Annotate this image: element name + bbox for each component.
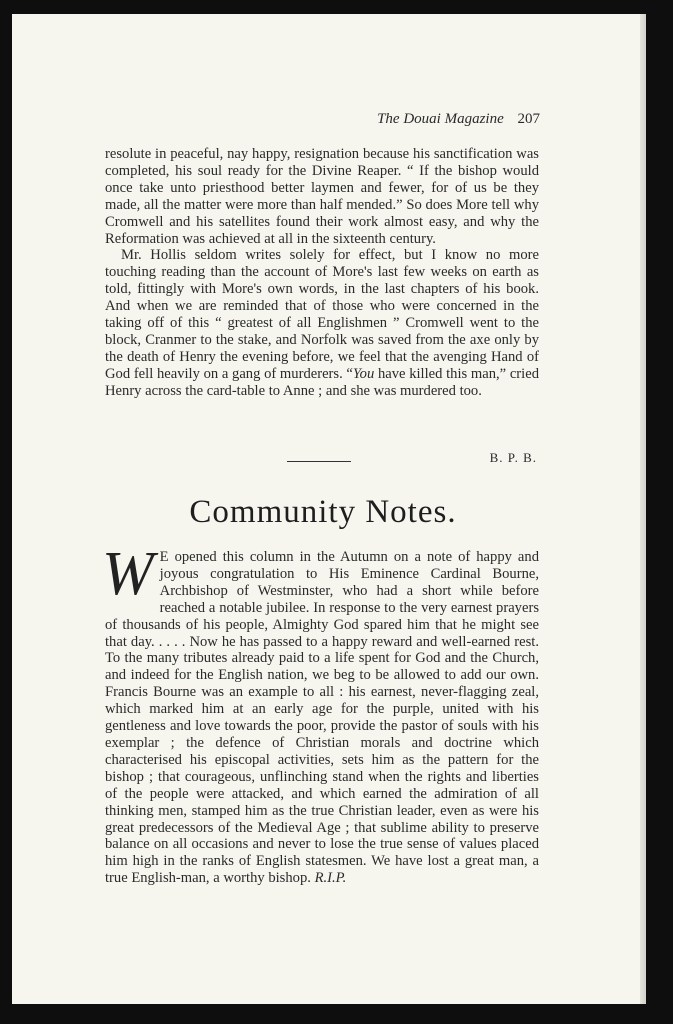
page-edge xyxy=(640,14,646,1004)
article-conclusion xyxy=(105,146,539,400)
magazine-title: The Douai Magazine xyxy=(377,111,504,127)
text-run: Mr. Hollis seldom writes solely for effect, but I know no more touching reading than the account of More's last few weeks on earth as told, fittingly with More's own words, in the last chapters of his book. And when we are reminded that of those who were concerned in the taking off of this “ greatest of all Englishmen ” Cromwell went to the block, Cranmer to the stake, and Norfolk was saved from the axe only by the death of Henry the evening before, we feel that the avenging Hand of God fell heavily on a gang of murderers. “ xyxy=(105,247,539,382)
page-number: 207 xyxy=(517,111,540,127)
section-rule xyxy=(287,461,351,462)
article-signoff xyxy=(105,450,539,468)
author-initials: B. P. B. xyxy=(489,450,537,465)
section-heading: Community Notes. xyxy=(189,494,457,530)
paragraph: resolute in peaceful, nay happy, resignation because his sanctification was completed, his soul ready for the Divine Reaper. “ If the bishop would once take unto priesthood better laymen and fewer, for of us be they made, all the matter were more than half mended.” So does More tell why Cromwell and his satellites found their work almost easy, and why the Reformation was achieved at all in the sixteenth century. xyxy=(105,146,539,247)
emphasis: You xyxy=(352,365,375,382)
text-run: E opened this column in the Autumn on a note of happy and joyous congratulation to His Eminence Cardinal Bourne, Archbishop of Westminster, who had a short while before reached a notable jubilee. In response to the very earnest prayers of thousands of his people, Almighty God spared him that he might see that day. . . . . Now he has passed to a happy reward and well-earned rest. To the many tributes already paid to a life spent for God and the Church, and indeed for the English nation, we beg to be allowed to add our own. Francis Bourne was an example to all : his earnest, never-flagging zeal, which marked him at an early age for the purple, united with his gentleness and love towards the poor, provide the pastor of souls with his exemplar ; the defence of Christian morals and doctrine which characterised his episcopal activities, sets him as the pattern for the bishop ; that courageous, unflinching stand when the rights and liberties of the people were attacked, and which earned the admiration of all thinking men, stamped him as the true Christian leader, even as were his great predecessors of the Medieval Age ; that sublime ability to preserve balance on all occasions and never to lose the true sense of values placed him high in the ranks of English statesmen. We have lost a great man, a true English-man, a worthy bishop. xyxy=(105,549,539,887)
magazine-page xyxy=(12,14,646,1004)
drop-cap: W xyxy=(102,540,154,608)
community-notes-body xyxy=(102,540,539,887)
paragraph xyxy=(105,247,539,399)
emphasis: R.I.P. xyxy=(314,870,347,887)
running-header xyxy=(377,111,540,128)
paragraph xyxy=(102,540,539,887)
text-run: have killed this man,” cried Henry across the card-table to Anne ; and she was murdered too. xyxy=(105,365,539,399)
